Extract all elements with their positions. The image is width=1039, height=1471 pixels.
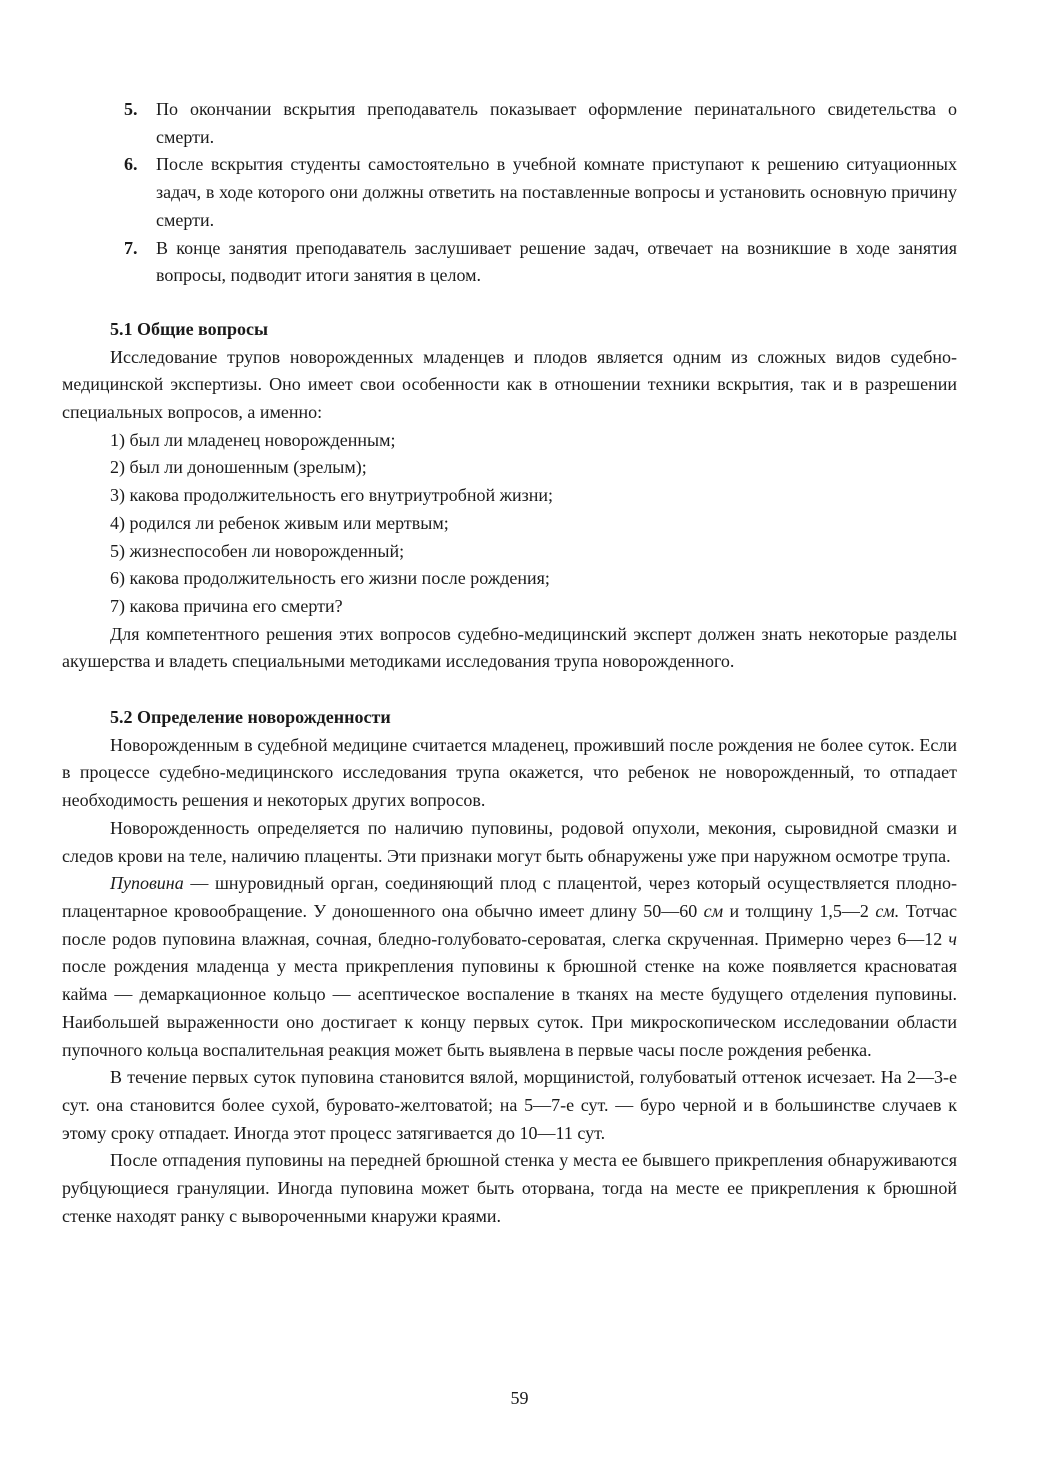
paragraph: Для компетентного решения этих вопросов судебно-медицинский эксперт должен знать некоторые разделы акушерства и владеть специальными методиками исследования трупа новорожденного. [62, 623, 957, 672]
text-run: после рождения младенца у места прикрепления пуповины к брюшной стенке на коже появляется красноватая кайма — демаркационное кольцо — асептическое воспаление в тканях на месте будущего отделения пуповины. Наибольшей выраженности оно достигает к концу первых суток. При микроскопическом исследовании области пупочного кольца воспалительная реакция может быть выявлена в первые часы после рождения ребенка. [62, 956, 957, 1060]
step-text: После вскрытия студенты самостоятельно в учебной комнате приступают к решению ситуационных задач, в ходе которого они должны ответить на поставленные вопросы и установить основную причину смерти. [156, 154, 957, 230]
unit-italic: см [703, 900, 724, 921]
paragraph: После отпадения пуповины на передней брюшной стенка у места ее бывшего прикрепления обнаруживаются рубцующиеся грануляции. Иногда пуповина может быть оторвана, тогда на месте ее прикрепления к брюшной стенке находят ранку с вывороченными кнаружи краями. [62, 1150, 957, 1226]
text-run: и толщину 1,5—2 [723, 900, 876, 921]
unit-italic: ч [948, 928, 957, 949]
list-item: 7) какова причина его смерти? [110, 595, 343, 616]
unit-italic: см. [875, 900, 900, 921]
procedure-steps-list [62, 96, 957, 290]
list-item: 4) родился ли ребенок живым или мертвым; [110, 512, 449, 533]
paragraph: Исследование трупов новорожденных младенцев и плодов является одним из сложных видов судебно-медицинской экспертизы. Оно имеет свои особенности как в отношении техники вскрытия, так и в разрешении специальных вопросов, а именно: [62, 346, 957, 423]
text-run: Тотчас после родов пуповина влажная, сочная, бледно-голубовато-сероватая, слегка скрученная. Примерно через 6—12 [62, 900, 957, 949]
paragraph: Новорожденность определяется по наличию пуповины, родовой опухоли, мекония, сыровидной смазки и следов крови на теле, наличию плаценты. Эти признаки могут быть обнаружены уже при наружном осмотре трупа. [62, 817, 957, 866]
paragraph: Новорожденным в судебной медицине считается младенец, проживший после рождения не более суток. Если в процессе судебно-медицинского исследования трупа окажется, что ребенок не новорожденный, то отпадает необходимость решения и некоторых других вопросов. [62, 734, 957, 811]
list-item [62, 235, 957, 290]
list-item: 2) был ли доношенным (зрелым); [110, 457, 367, 478]
section-heading: 5.2 Определение новорожденности [110, 707, 391, 728]
step-number: 6. [124, 154, 138, 175]
paragraph: В течение первых суток пуповина становится вялой, морщинистой, голубоватый оттенок исчезает. На 2—3-е сут. она становится более сухой, буровато-желтоватой; на 5—7-е сут. — буро черной и в большинстве случаев к этому сроку отпадает. Иногда этот процесс затягивается до 10—11 сут. [62, 1067, 957, 1143]
section-newborn-determination [62, 704, 957, 1230]
step-number: 7. [124, 237, 138, 258]
step-text: В конце занятия преподаватель заслушивает решение задач, отвечает на возникшие в ходе занятия вопросы, подводит итоги занятия в целом. [156, 237, 957, 286]
list-item: 1) был ли младенец новорожденным; [110, 429, 396, 450]
section-general-questions [62, 316, 957, 676]
step-text: По окончании вскрытия преподаватель показывает оформление перинатального свидетельства о смерти. [156, 99, 957, 147]
step-number: 5. [124, 99, 138, 119]
text-run: — шнуровидный орган, соединяющий плод с плацентой, через который осуществляется плодно-плацентарное кровообращение. У доношенного она обычно имеет длину 50—60 [62, 873, 957, 921]
list-item [62, 151, 957, 234]
section-heading: 5.1 Общие вопросы [110, 318, 269, 339]
page-number: 59 [510, 1388, 529, 1408]
paragraph-umbilical-cord [62, 870, 957, 1064]
list-item: 6) какова продолжительность его жизни после рождения; [110, 568, 550, 589]
list-item [62, 96, 957, 151]
list-item: 3) какова продолжительность его внутриутробной жизни; [110, 485, 554, 506]
list-item: 5) жизнеспособен ли новорожденный; [110, 540, 405, 561]
questions-list [62, 427, 957, 621]
term-italic: Пуповина [110, 873, 184, 894]
